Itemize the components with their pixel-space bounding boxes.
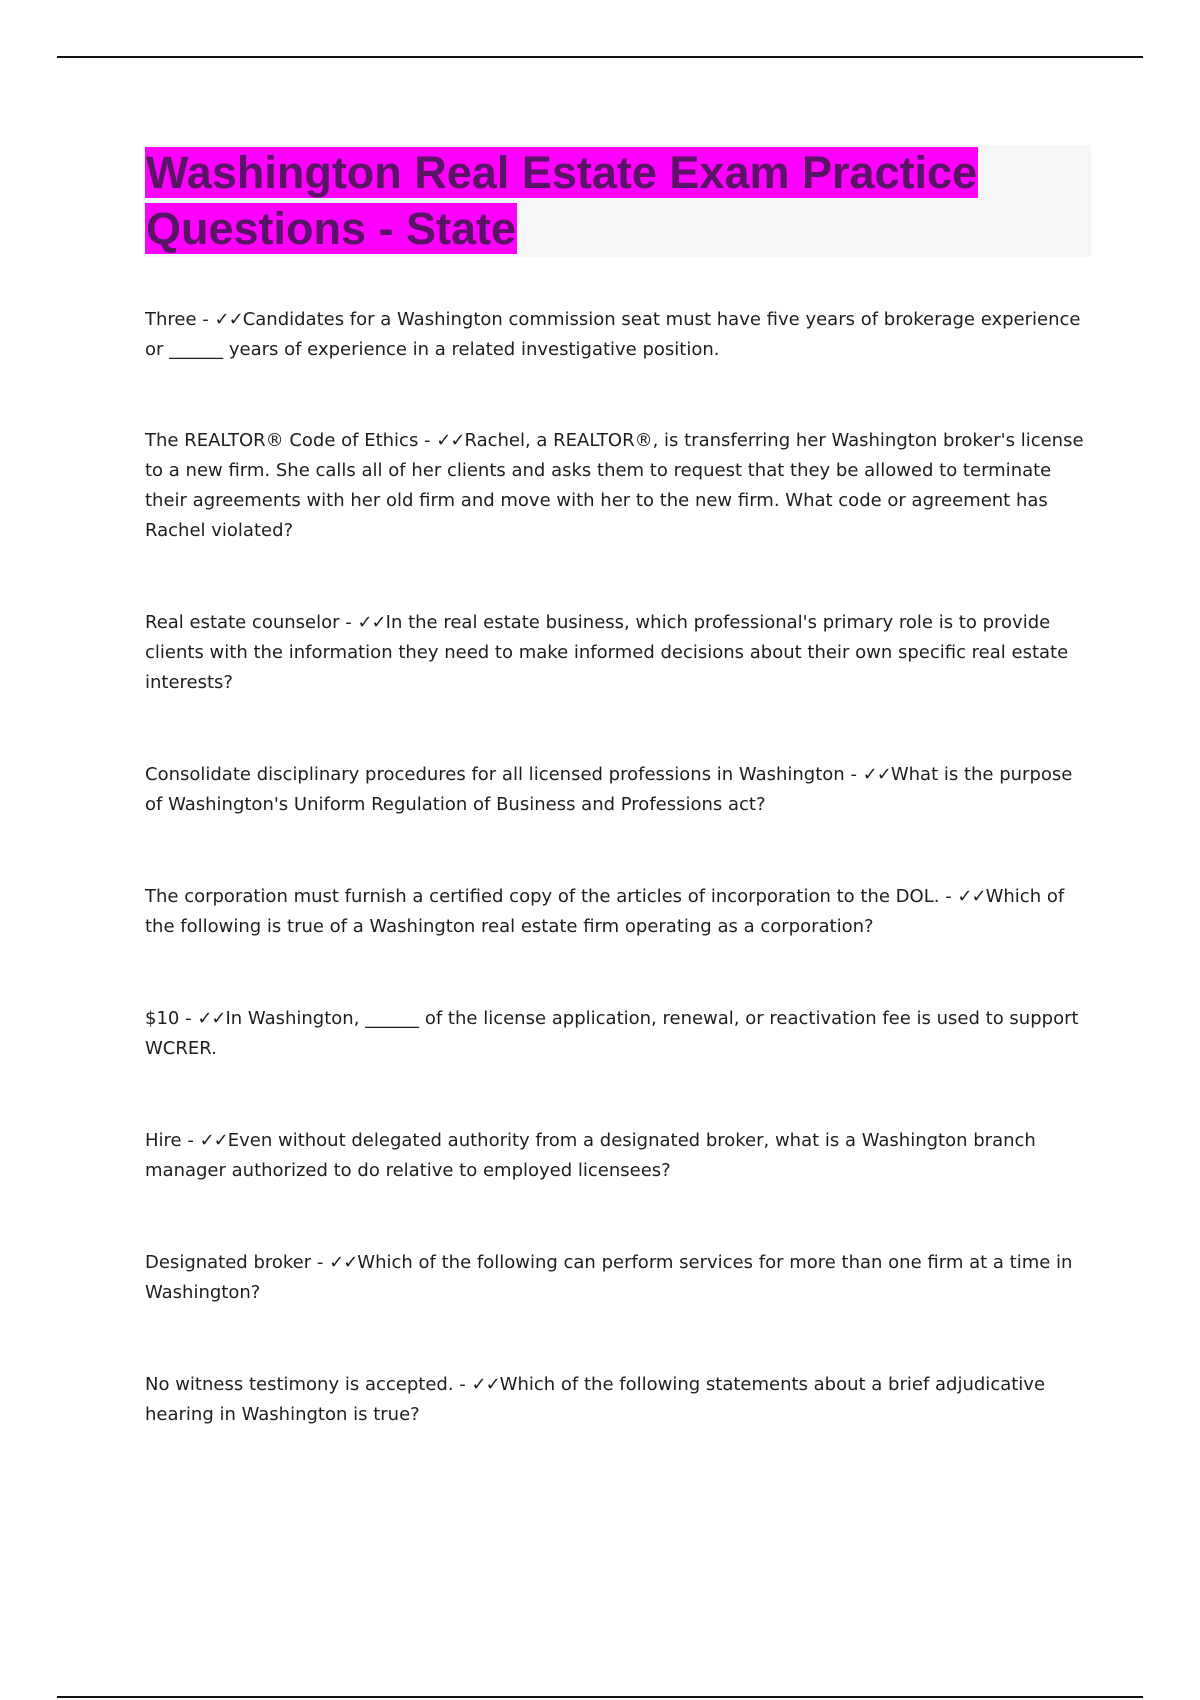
double-check-icon: ✓✓ bbox=[199, 1130, 228, 1151]
header-rule bbox=[57, 56, 1143, 58]
question-text: Which of the following statements about a brief adjudicative hearing in Washington is true? bbox=[145, 1374, 1046, 1425]
document-title bbox=[145, 145, 1091, 257]
answer-text: Designated broker bbox=[145, 1252, 312, 1273]
answer-text: The corporation must furnish a certified copy of the articles of incorporation to the DOL. bbox=[145, 886, 940, 907]
answer-text: Three bbox=[145, 309, 197, 330]
answer-text: The REALTOR® Code of Ethics bbox=[145, 430, 419, 451]
title-highlight: Washington Real Estate Exam Practice Questions - State bbox=[146, 147, 978, 254]
double-check-icon: ✓✓ bbox=[957, 886, 986, 907]
question-item: The corporation must furnish a certified copy of the articles of incorporation to the DOL. - ✓✓Which of the following is true of a Washington real estate firm operating as a corporation? bbox=[145, 886, 1065, 937]
question-text: In the real estate business, which professional's primary role is to provide clients with the information they need to make informed decisions about their own specific real estate interests? bbox=[145, 612, 1069, 693]
question-text: Rachel, a REALTOR®, is transferring her Washington broker's license to a new firm. She calls all of her clients and asks them to request that they be allowed to terminate their agreements with her old firm and move with her to the new firm. What code or agreement has Rachel violated? bbox=[145, 430, 1084, 541]
question-item: Three - ✓✓Candidates for a Washington commission seat must have five years of brokerage experience or ______ years of experience in a related investigative position. bbox=[145, 309, 1081, 360]
answer-text: Consolidate disciplinary procedures for all licensed professions in Washington bbox=[145, 764, 845, 785]
question-item: Designated broker - ✓✓Which of the following can perform services for more than one firm at a time in Washington? bbox=[145, 1252, 1073, 1303]
double-check-icon: ✓✓ bbox=[436, 430, 465, 451]
question-item: Hire - ✓✓Even without delegated authority from a designated broker, what is a Washington branch manager authorized to do relative to employed licensees? bbox=[145, 1130, 1036, 1181]
title-block bbox=[145, 145, 1091, 257]
question-text: Which of the following can perform services for more than one firm at a time in Washington? bbox=[145, 1252, 1073, 1303]
question-text: Which of the following is true of a Washington real estate firm operating as a corporation? bbox=[145, 886, 1065, 937]
question-item: Real estate counselor - ✓✓In the real estate business, which professional's primary role is to provide clients with the information they need to make informed decisions about their own specific real estate interests? bbox=[145, 612, 1069, 693]
footer-rule bbox=[57, 1696, 1143, 1698]
question-item: No witness testimony is accepted. - ✓✓Which of the following statements about a brief adjudicative hearing in Washington is true? bbox=[145, 1374, 1046, 1425]
question-text: In Washington, ______ of the license application, renewal, or reactivation fee is used to support WCRER. bbox=[145, 1008, 1079, 1059]
question-text: Candidates for a Washington commission seat must have five years of brokerage experience or ______ years of experience in a related investigative position. bbox=[145, 309, 1081, 360]
question-text: Even without delegated authority from a designated broker, what is a Washington branch manager authorized to do relative to employed licensees? bbox=[145, 1130, 1036, 1181]
double-check-icon: ✓✓ bbox=[197, 1008, 226, 1029]
question-item: Consolidate disciplinary procedures for all licensed professions in Washington - ✓✓What is the purpose of Washington's Uniform Regulation of Business and Professions act? bbox=[145, 764, 1073, 815]
double-check-icon: ✓✓ bbox=[357, 612, 386, 633]
answer-text: No witness testimony is accepted. bbox=[145, 1374, 454, 1395]
question-item: The REALTOR® Code of Ethics - ✓✓Rachel, a REALTOR®, is transferring her Washington broker's license to a new firm. She calls all of her clients and asks them to request that they be allowed to terminate their agreements with her old firm and move with her to the new firm. What code or agreement has Rachel violated? bbox=[145, 430, 1084, 541]
answer-text: Hire bbox=[145, 1130, 182, 1151]
question-text: What is the purpose of Washington's Uniform Regulation of Business and Professions act? bbox=[145, 764, 1073, 815]
double-check-icon: ✓✓ bbox=[471, 1374, 500, 1395]
answer-text: Real estate counselor bbox=[145, 612, 340, 633]
double-check-icon: ✓✓ bbox=[329, 1252, 358, 1273]
double-check-icon: ✓✓ bbox=[214, 309, 243, 330]
answer-text: $10 bbox=[145, 1008, 180, 1029]
question-item: $10 - ✓✓In Washington, ______ of the license application, renewal, or reactivation fee is used to support WCRER. bbox=[145, 1008, 1079, 1059]
question-list bbox=[145, 305, 1095, 1430]
double-check-icon: ✓✓ bbox=[862, 764, 891, 785]
